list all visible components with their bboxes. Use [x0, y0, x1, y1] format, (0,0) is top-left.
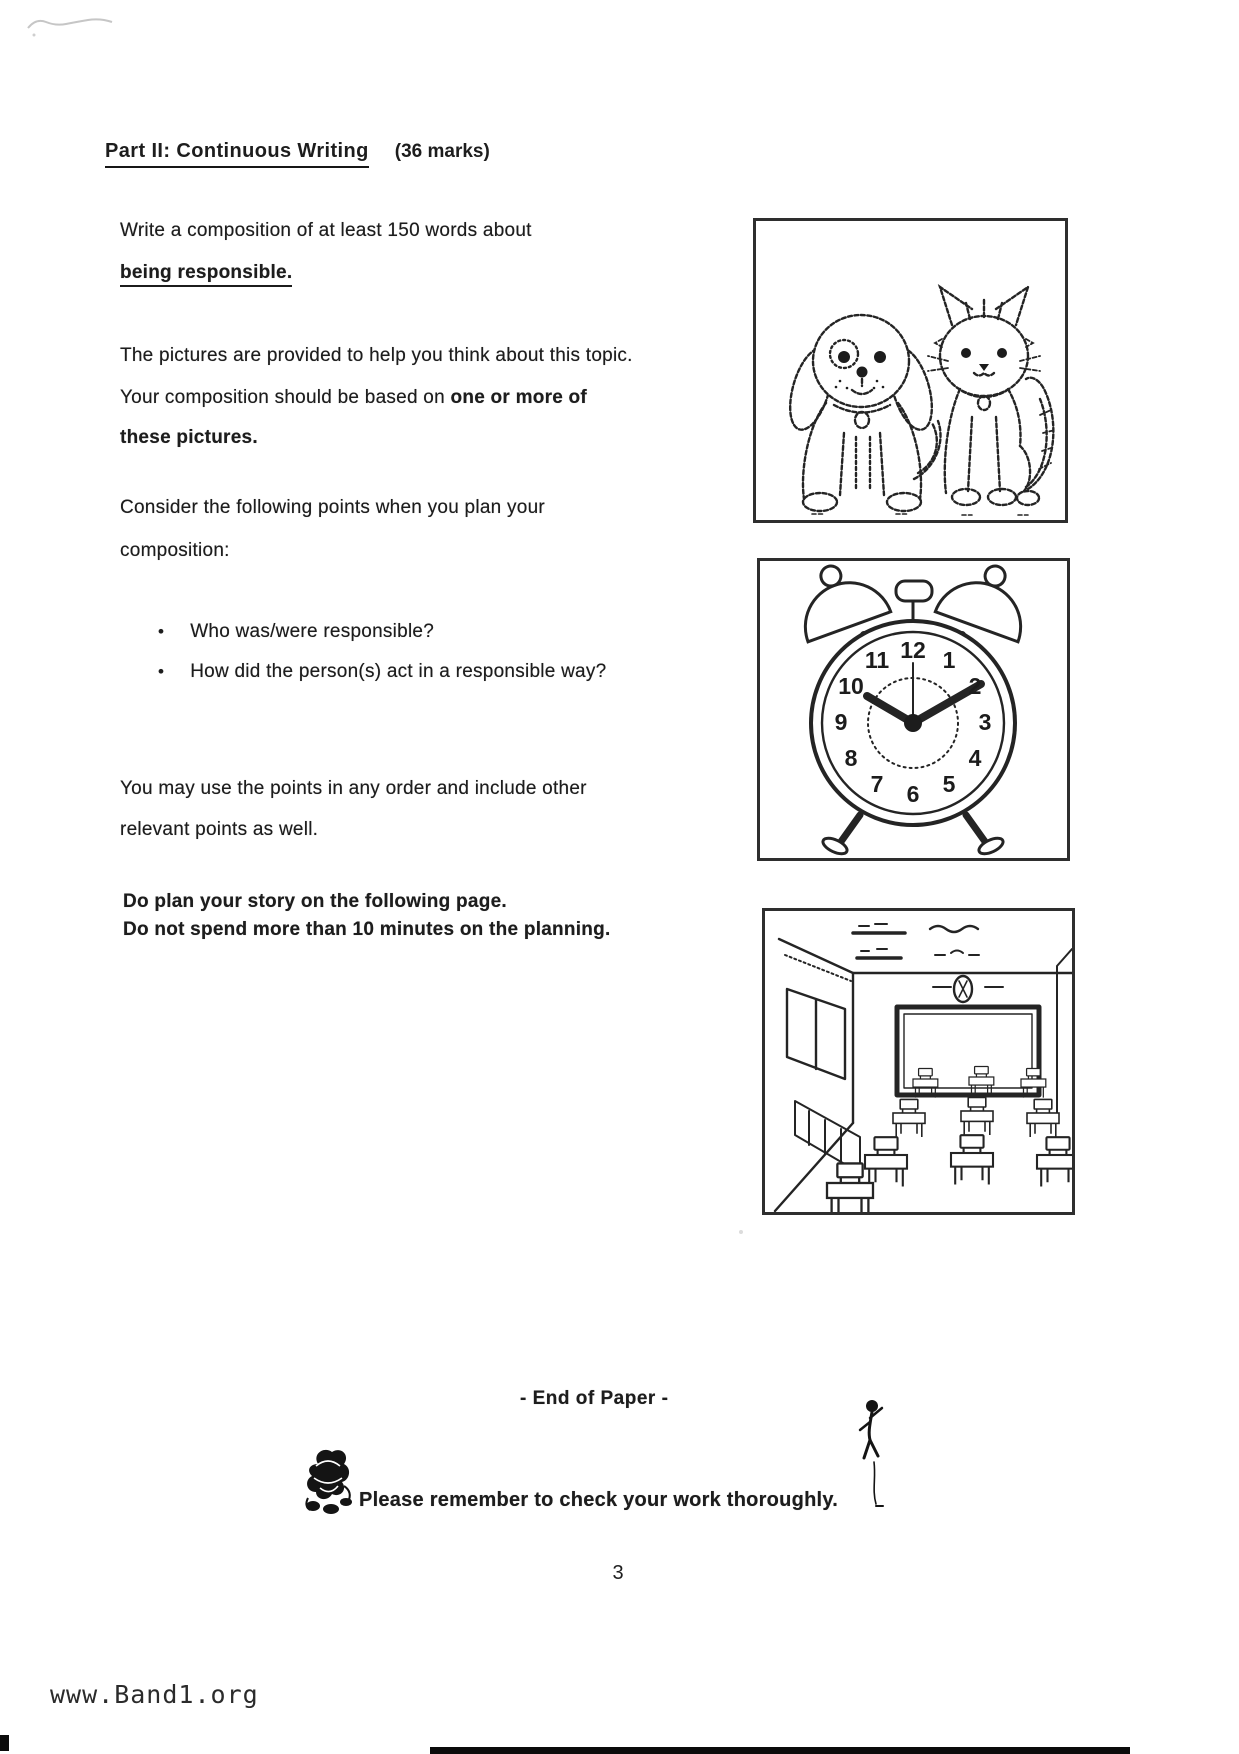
end-of-paper-label: - End of Paper -	[520, 1388, 669, 1409]
intro-topic	[120, 262, 292, 284]
clock-number: 9	[834, 709, 848, 735]
section-title: Part II: Continuous Writing	[105, 140, 369, 168]
pictures-note-line-1: The pictures are provided to help you think about this topic.	[120, 345, 633, 366]
clock-number: 5	[942, 771, 956, 797]
bullet-item-1	[158, 621, 434, 643]
clock-number: 2	[968, 673, 982, 699]
picture-frame-classroom	[762, 908, 1075, 1215]
pencil-squiggle-artifact	[24, 8, 124, 38]
bullet-text-2: How did the person(s) act in a responsible way?	[190, 661, 607, 682]
clock-number: 10	[838, 673, 864, 699]
consider-line-1: Consider the following points when you plan your	[120, 497, 545, 518]
clock-number: 12	[900, 637, 926, 663]
bullet-item-2	[158, 661, 606, 683]
clock-number: 8	[844, 745, 858, 771]
bullet-dot: •	[158, 662, 165, 681]
alarm-clock-illustration	[760, 561, 1067, 858]
picture-frame-clock	[757, 558, 1070, 861]
intro-line-1: Write a composition of at least 150 words about	[120, 220, 532, 241]
picture-frame-pets	[753, 218, 1068, 523]
page-number: 3	[612, 1562, 624, 1584]
order-note-line-1: You may use the points in any order and include other	[120, 778, 587, 799]
bullet-text-1: Who was/were responsible?	[190, 621, 435, 642]
pictures-note-line-2	[120, 387, 587, 409]
consider-line-2: composition:	[120, 540, 230, 561]
section-marks: (36 marks)	[394, 141, 490, 162]
scan-dot-artifact	[739, 1230, 743, 1234]
puppy-and-kitten-illustration	[756, 221, 1065, 520]
clock-number: 6	[906, 781, 920, 807]
pictures-note-line-2-normal: Your composition should be based on	[120, 387, 451, 408]
plan-note-line-2: Do not spend more than 10 minutes on the planning.	[123, 919, 611, 940]
pictures-note-line-3: these pictures.	[120, 427, 258, 448]
clock-number: 7	[870, 771, 884, 797]
order-note-line-2: relevant points as well.	[120, 819, 319, 840]
scan-bar-bottom	[430, 1747, 1130, 1754]
clock-number: 3	[978, 709, 992, 735]
scribble-animal-clipart	[298, 1436, 356, 1520]
scan-mark-bottom-left	[0, 1735, 9, 1751]
stick-figure-clipart	[852, 1396, 888, 1518]
clock-number: 1	[942, 647, 956, 673]
bullet-dot: •	[158, 622, 165, 641]
pictures-note-line-2-bold: one or more of	[450, 387, 587, 408]
website-watermark: www.Band1.org	[50, 1680, 259, 1709]
reminder-text: Please remember to check your work thoroughly.	[359, 1489, 839, 1511]
section-heading	[105, 140, 490, 168]
clock-number: 4	[968, 745, 982, 771]
topic-underlined: being responsible.	[120, 262, 292, 287]
clock-number: 11	[864, 647, 890, 673]
classroom-illustration	[765, 911, 1072, 1212]
plan-note-line-1: Do plan your story on the following page.	[123, 891, 507, 912]
